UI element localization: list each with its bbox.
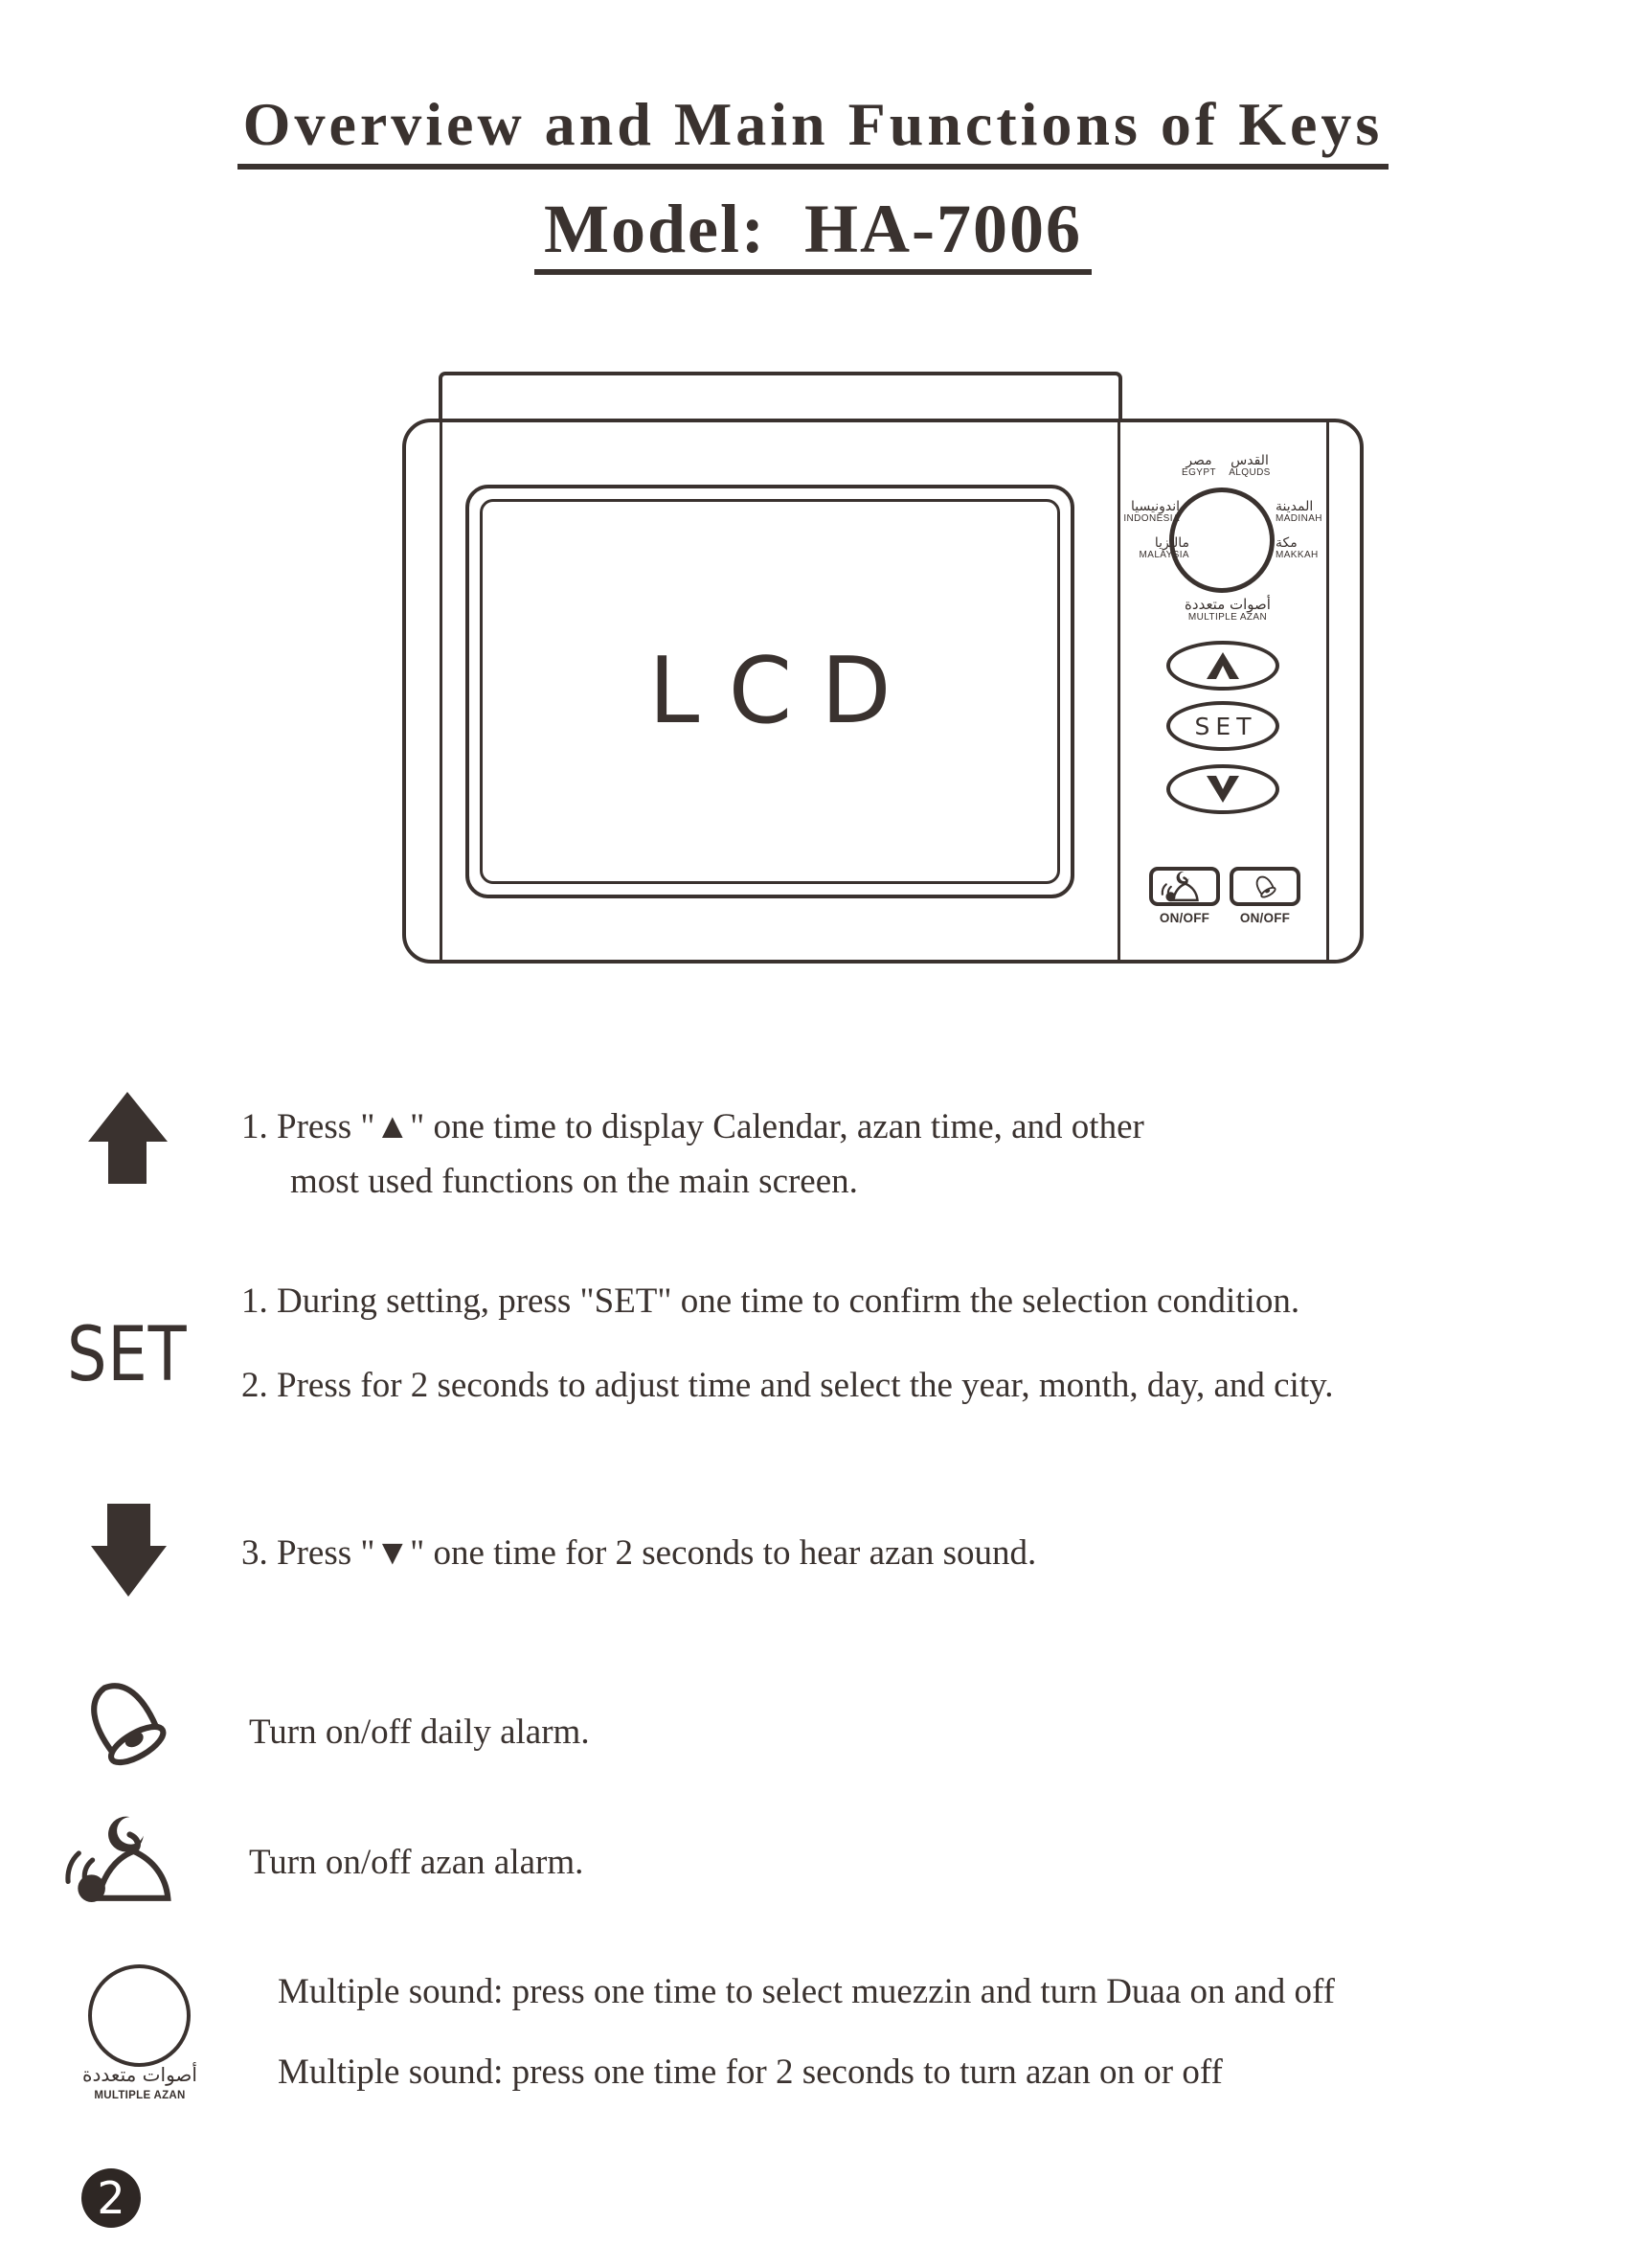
instruction-up-line2: most used functions on the main screen. [290, 1162, 858, 1201]
set-button [1166, 701, 1279, 751]
multiple-azan-key-icon [88, 1964, 191, 2067]
set-button-label: SET [1194, 712, 1257, 740]
device-diagram [402, 372, 1364, 965]
instruction-down-line1: 3. Press "▼" one time for 2 seconds to hear azan sound. [241, 1533, 1037, 1573]
device-back-panel [439, 372, 1122, 422]
alarm-onoff-label: ON/OFF [1239, 911, 1291, 925]
azan-alarm-onoff-button [1149, 867, 1220, 906]
dial-label-multiple-azan: أصوات متعددة MULTIPLE AZAN [1185, 596, 1271, 623]
up-arrow-icon [88, 1092, 168, 1184]
lcd-screen [480, 499, 1060, 884]
chevron-up-icon [1204, 651, 1242, 680]
page-number-badge [81, 2168, 141, 2228]
dial-label-malaysia: ماليزيا MALAYSIA [1139, 535, 1189, 560]
instruction-up-line1: 1. Press "▲" one time to display Calendar, azan time, and other [241, 1107, 1144, 1146]
daily-alarm-onoff-button [1230, 867, 1300, 906]
dial-label-madinah: المدينة MADINAH [1276, 499, 1322, 524]
lcd-label: LCD [648, 638, 920, 744]
multiple-azan-arabic-label: أصوات متعددة [82, 2063, 197, 2086]
set-key-label: SET [67, 1312, 188, 1398]
instruction-set-line2: 2. Press for 2 seconds to adjust time and select the year, month, day, and city. [241, 1366, 1334, 1405]
down-arrow-icon [91, 1504, 167, 1597]
instruction-azan-alarm: Turn on/off azan alarm. [249, 1843, 584, 1882]
daily-alarm-bell-icon [77, 1669, 176, 1775]
instruction-daily-alarm: Turn on/off daily alarm. [249, 1712, 590, 1752]
bell-icon [1253, 873, 1278, 900]
instruction-multiple-line2: Multiple sound: press one time for 2 seconds to turn azan on or off [278, 2053, 1223, 2092]
instruction-multiple-line1: Multiple sound: press one time to select muezzin and turn Duaa on and off [278, 1972, 1335, 2011]
page-number: 2 [97, 2172, 125, 2224]
dial-label-indonesia: اندونيسيا INDONESIA [1123, 499, 1180, 524]
dial-label-egypt: مصر EGYPT [1182, 453, 1216, 478]
title-block [0, 0, 1626, 275]
dial-label-alquds: القدس ALQUDS [1229, 453, 1271, 478]
chevron-down-icon [1204, 775, 1242, 804]
device-left-edge-line [440, 422, 442, 960]
dial-label-makkah: مكة MAKKAH [1276, 535, 1319, 560]
azan-mosque-icon [1160, 871, 1209, 902]
model-title: Model: HA-7006 [534, 194, 1092, 275]
down-button [1166, 764, 1279, 814]
up-button [1166, 641, 1279, 691]
instruction-set-line1: 1. During setting, press "SET" one time to confirm the selection condition. [241, 1281, 1300, 1321]
multiple-azan-english-label: MULTIPLE AZAN [94, 2090, 186, 2101]
azan-alarm-mosque-icon [65, 1814, 197, 1904]
azan-onoff-label: ON/OFF [1159, 911, 1210, 925]
page-title: Overview and Main Functions of Keys [237, 94, 1389, 170]
